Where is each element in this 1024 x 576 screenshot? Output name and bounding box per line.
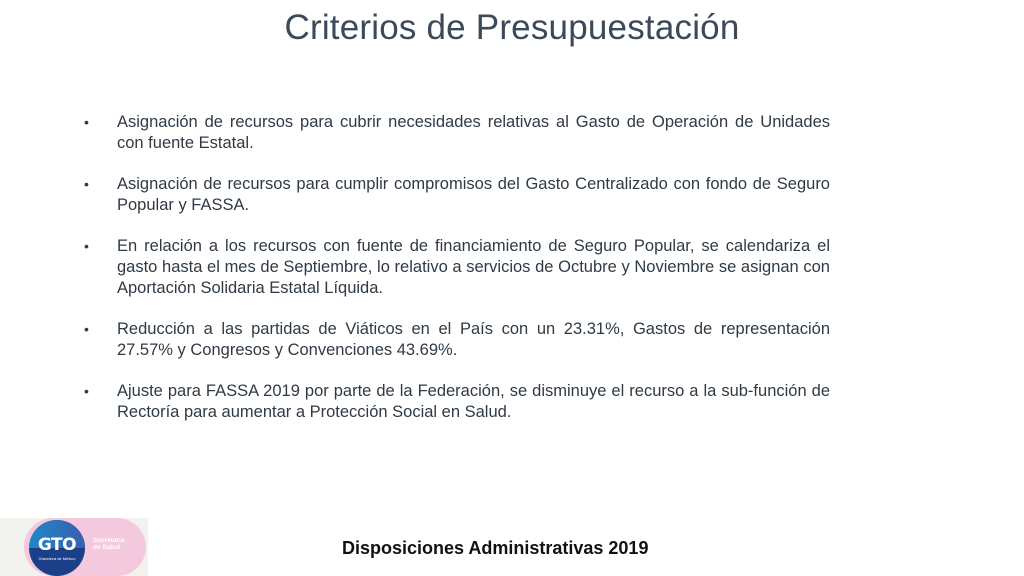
bullet-item — [80, 319, 830, 361]
bullet-item — [80, 236, 830, 299]
logo-text — [93, 537, 124, 551]
bullet-marker: • — [84, 238, 89, 254]
bullet-item — [80, 381, 830, 423]
bullet-list — [80, 112, 830, 443]
bullet-text: En relación a los recursos con fuente de financiamiento de Seguro Popular, se calendariza el gasto hasta el mes de Septiembre, lo relativo a servicios de Octubre y Noviembre se asignan con Aportación Solidaria Estatal Líquida. — [117, 237, 830, 297]
bullet-marker: • — [84, 176, 89, 192]
footer-title: Disposiciones Administrativas 2019 — [342, 538, 649, 558]
bullet-marker: • — [84, 114, 89, 130]
bullet-text: Asignación de recursos para cubrir necesidades relativas al Gasto de Operación de Unidades con fuente Estatal. — [117, 113, 830, 152]
bullet-marker: • — [84, 383, 89, 399]
logo-text-line2: de Salud — [93, 544, 121, 551]
slide-title: Criterios de Presupuestación — [284, 8, 740, 47]
bullet-marker: • — [84, 321, 89, 337]
bullet-text: Asignación de recursos para cumplir compromisos del Gasto Centralizado con fondo de Seguro Popular y FASSA. — [117, 175, 830, 214]
bullet-text: Ajuste para FASSA 2019 por parte de la Federación, se disminuye el recurso a la sub-función de Rectoría para aumentar a Protección Social en Salud. — [117, 382, 830, 421]
bullet-text: Reducción a las partidas de Viáticos en el País con un 23.31%, Gastos de representación 27.57% y Congresos y Convenciones 43.69%. — [117, 320, 830, 359]
logo-mark: GTO — [37, 535, 77, 555]
gto-logo — [29, 520, 85, 576]
bullet-item — [80, 174, 830, 216]
logo-text-line1: Secretaría — [93, 537, 125, 544]
logo-tagline: Grandeza de México — [38, 556, 76, 561]
bullet-item — [80, 112, 830, 154]
